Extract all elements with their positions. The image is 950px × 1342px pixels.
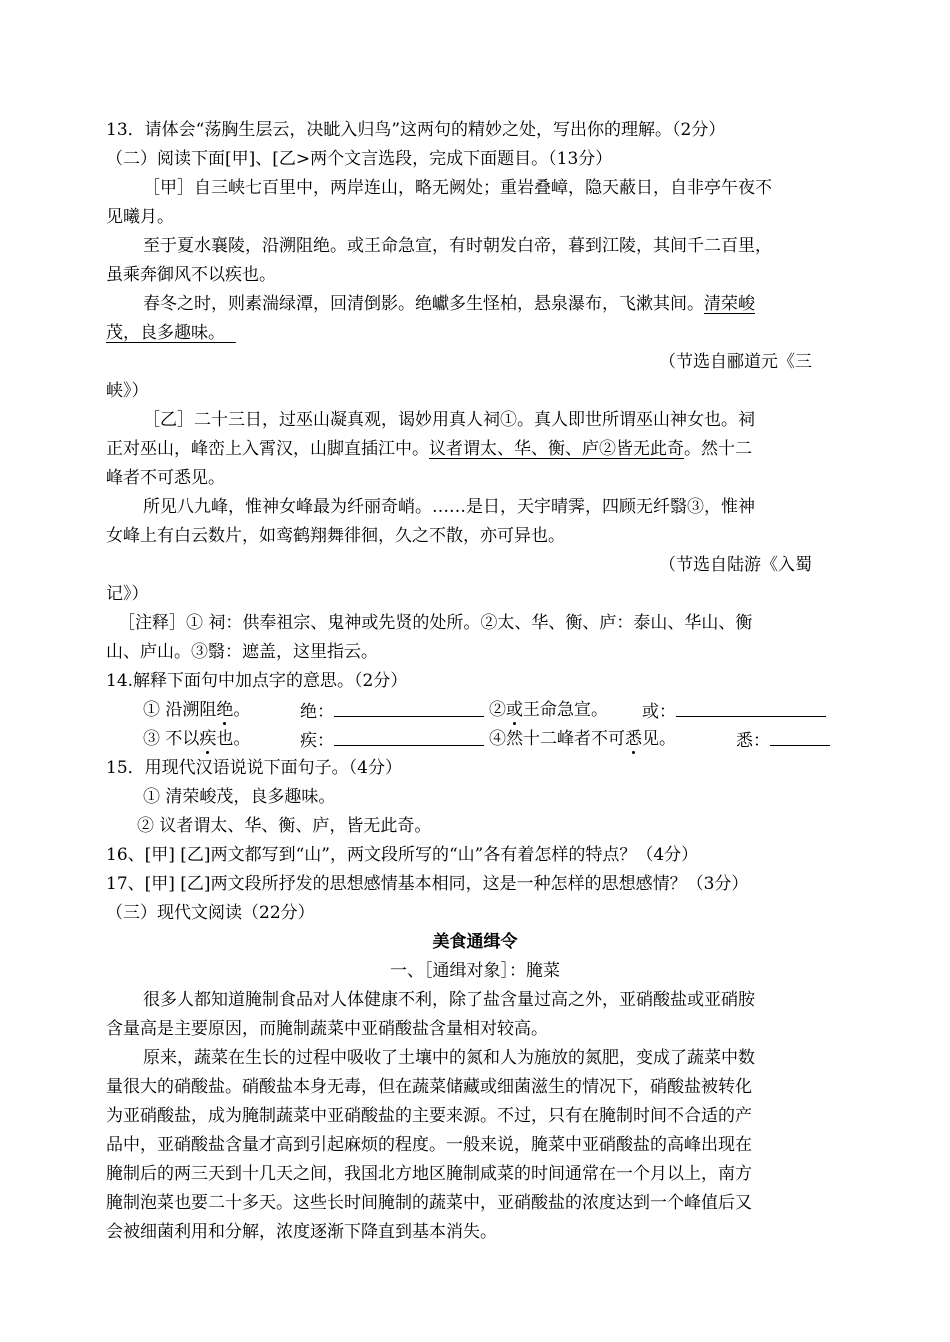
q15-sentence-1: ① 清荣峻茂，良多趣味。: [143, 787, 336, 807]
answer-blank-jue[interactable]: [334, 698, 484, 717]
yi-p1-tail: 。然十二: [684, 439, 752, 459]
yi-p2-line2: 女峰上有白云数片，如鸾鹤翔舞徘徊，久之不散，亦可异也。: [106, 526, 565, 546]
question-13: 13．请体会“荡胸生层云，决眦入归鸟”这两句的精妙之处，写出你的理解。（2分）: [106, 120, 726, 140]
article-p2-line4: 品中，亚硝酸盐含量才高到引起麻烦的程度。一般来说，腌菜中亚硝酸盐的高峰出现在: [106, 1135, 752, 1155]
q15-sentence-2: ② 议者谓太、华、衡、庐，皆无此奇。: [137, 816, 432, 836]
jia-source-line1: （节选自郦道元《三: [659, 352, 812, 372]
article-title: 美食通缉令: [432, 932, 518, 952]
jia-p2-line2: 虽乘奔御风不以疾也。: [106, 265, 276, 285]
yi-underlined-sentence: 议者谓太、华、衡、庐②皆无此奇: [429, 439, 684, 459]
q14-item-2: ②或王命急宣。: [489, 700, 608, 720]
answer-blank-xi[interactable]: [770, 727, 830, 746]
q14-label-4: 悉：: [736, 727, 830, 753]
jia-p1-line2: 见曦月。: [106, 207, 174, 227]
question-17: 17、[甲] [乙]两文段所抒发的思想感情基本相同，这是一种怎样的思想感情？（3分）: [106, 874, 749, 894]
article-p1-line2: 含量高是主要原因，而腌制蔬菜中亚硝酸盐含量相对较高。: [106, 1019, 548, 1039]
yi-p1-line2: [106, 437, 752, 461]
q14-item-3: ③ 不以疾也。: [143, 729, 251, 749]
jia-underlined-sentence-part1: 清荣峻: [704, 294, 755, 314]
dotted-char-jue: 绝: [216, 700, 234, 720]
jia-p2-line1: 至于夏水襄陵，沿溯阻绝。或王命急宣，有时朝发白帝，暮到江陵，其间千二百里，: [143, 236, 772, 256]
article-subtitle: 一、［通缉对象］：腌菜: [390, 961, 560, 981]
article-p2-line3: 为亚硝酸盐，成为腌制蔬菜中亚硝酸盐的主要来源。不过，只有在腌制时间不合适的产: [106, 1106, 752, 1126]
yi-p2-line1: 所见八九峰，惟神女峰最为纤丽奇峭。……是日，天宇晴霁，四顾无纤翳③，惟神: [143, 497, 755, 517]
q14-label-2: 或：: [642, 698, 826, 724]
jia-p3-line2: [106, 321, 236, 345]
jia-p1-line1: ［甲］自三峡七百里中，两岸连山，略无阙处；重岩叠嶂，隐天蔽日，自非亭午夜不: [143, 178, 772, 198]
section-3-title: （三）现代文阅读（22分）: [106, 903, 315, 923]
article-p2-line7: 会被细菌利用和分解，浓度逐渐下降直到基本消失。: [106, 1222, 497, 1242]
yi-source-line2: 记》）: [106, 584, 149, 604]
jia-p3-line1: [143, 292, 755, 316]
question-14: 14.解释下面句中加点字的意思。（2分）: [106, 671, 408, 691]
dotted-char-xi: 悉: [625, 729, 642, 749]
notes-line1: ［注释］① 祠：供奉祖宗、鬼神或先贤的处所。②太、华、衡、庐：泰山、华山、衡: [118, 613, 753, 633]
jia-underlined-sentence-part2: 茂，良多趣味。: [106, 323, 225, 343]
yi-p1-line3: 峰者不可悉见。: [106, 468, 225, 488]
dotted-char-huo: 或: [506, 700, 523, 720]
article-p2-line1: 原来，蔬菜在生长的过程中吸收了土壤中的氮和人为施放的氮肥，变成了蔬菜中数: [143, 1048, 755, 1068]
yi-p1-line1: ［乙］二十三日，过巫山凝真观，谒妙用真人祠①。真人即世所谓巫山神女也。祠: [143, 410, 755, 430]
q14-label-1: 绝：: [300, 698, 484, 724]
q14-item-4: ④然十二峰者不可悉见。: [489, 729, 676, 749]
section-2-title: （二）阅读下面[甲]、[乙>两个文言选段，完成下面题目。（13分）: [106, 149, 613, 169]
q14-label-3: 疾：: [300, 727, 484, 753]
jia-p3-text: 春冬之时，则素湍绿潭，回清倒影。绝巘多生怪柏，悬泉瀑布，飞漱其间。: [143, 294, 704, 314]
jia-source-line2: 峡》）: [106, 381, 149, 401]
article-p2-line6: 腌制泡菜也要二十多天。这些长时间腌制的蔬菜中，亚硝酸盐的浓度达到一个峰值后又: [106, 1193, 752, 1213]
notes-line2: 山、庐山。③翳：遮盖，这里指云。: [106, 642, 378, 662]
article-p1-line1: 很多人都知道腌制食品对人体健康不利，除了盐含量过高之外，亚硝酸盐或亚硝胺: [143, 990, 755, 1010]
answer-blank-huo[interactable]: [676, 698, 826, 717]
question-15: 15．用现代汉语说说下面句子。（4分）: [106, 758, 402, 778]
question-16: 16、[甲] [乙]两文都写到“山”，两文段所写的“山”各有着怎样的特点？（4分）: [106, 845, 699, 865]
article-p2-line5: 腌制后的两三天到十几天之间，我国北方地区腌制咸菜的时间通常在一个月以上，南方: [106, 1164, 752, 1184]
q14-item-1: ① 沿溯阻绝。: [143, 700, 251, 720]
yi-p1-text: 正对巫山，峰峦上入霄汉，山脚直插江中。: [106, 439, 429, 459]
yi-source-line1: （节选自陆游《入蜀: [659, 555, 812, 575]
article-p2-line2: 量很大的硝酸盐。硝酸盐本身无毒，但在蔬菜储藏或细菌滋生的情况下，硝酸盐被转化: [106, 1077, 752, 1097]
dotted-char-ji: 疾: [199, 729, 217, 749]
answer-blank-ji[interactable]: [334, 727, 484, 746]
